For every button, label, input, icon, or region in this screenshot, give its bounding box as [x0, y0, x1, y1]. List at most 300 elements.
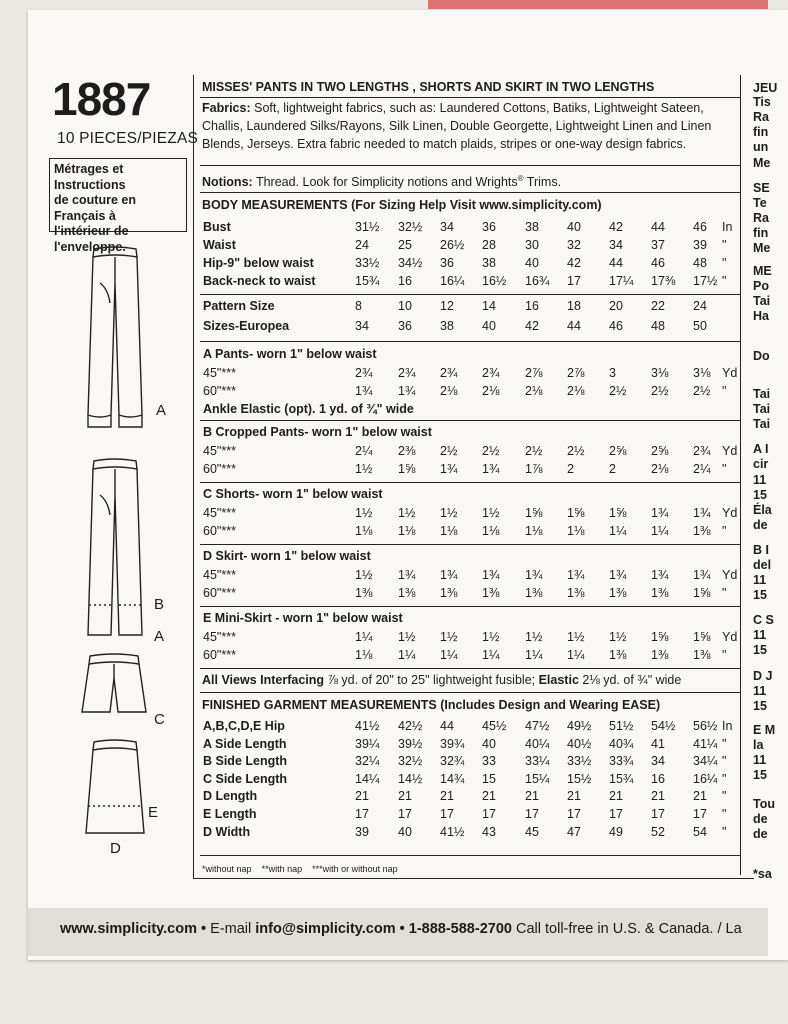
cell-value: 18 — [567, 299, 581, 313]
cell-value: 38 — [525, 220, 539, 234]
french-fragment: Tai — [753, 294, 771, 308]
view-header: E Mini-Skirt - worn 1" below waist — [203, 611, 403, 625]
cell-value: 2½ — [651, 384, 669, 398]
cell-value: 2¼ — [355, 444, 373, 458]
cell-value: 38 — [440, 319, 454, 333]
divider — [200, 606, 740, 607]
cell-value: 1¾ — [693, 568, 711, 582]
row-label: Hip-9" below waist — [203, 256, 314, 270]
footer-email[interactable]: info@simplicity.com — [255, 921, 396, 937]
footnote: *without nap — [202, 864, 252, 874]
cell-value: 17 — [440, 807, 454, 821]
row-label: 45"*** — [203, 506, 236, 520]
cell-value: 1¼ — [651, 524, 669, 538]
french-fragment: B I — [753, 543, 769, 557]
cell-value: 44 — [567, 319, 581, 333]
cell-value: 1⅜ — [398, 586, 416, 600]
cell-value: 49½ — [567, 719, 592, 733]
cell-value: 14¾ — [440, 771, 465, 786]
interfacing-text: ⅞ yd. of 20" to 25" lightweight fusible; — [324, 673, 536, 687]
footer-contact — [60, 921, 742, 937]
cell-value: 1¾ — [482, 568, 500, 582]
row-label: Back-neck to waist — [203, 274, 316, 288]
row-label: 60"*** — [203, 462, 236, 476]
cell-value: 39 — [693, 238, 707, 252]
cell-value: 21 — [609, 789, 623, 804]
cell-value: 1½ — [567, 630, 585, 644]
cell-value: 1⅜ — [355, 586, 373, 600]
cell-value: 2⅛ — [440, 384, 458, 398]
cell-value: 1¾ — [609, 568, 627, 582]
cell-value: 33¾ — [609, 754, 634, 769]
cell-value: 51½ — [609, 719, 634, 733]
cell-value: 2¼ — [693, 462, 711, 476]
french-fragment: E M — [753, 723, 776, 737]
divider — [200, 544, 740, 545]
view-letter-b: B — [154, 596, 165, 613]
row-label: D Width — [203, 824, 251, 839]
cell-value: 34¼ — [693, 754, 718, 769]
view-header: C Shorts- worn 1" below waist — [203, 487, 383, 501]
cell-value: 21 — [398, 789, 412, 804]
cell-value: 3⅛ — [651, 366, 669, 380]
fabrics-line: Soft, lightweight fabrics, such as: Laundered Cottons, Batiks, Lightweight Sateen, — [254, 101, 704, 115]
french-fragment: Tou — [753, 797, 775, 811]
cell-value: 1⅛ — [355, 648, 373, 662]
body-measurements-header: BODY MEASUREMENTS (For Sizing Help Visit www.simplicity.com) — [202, 198, 602, 212]
cell-value: 38 — [482, 256, 496, 270]
cell-value: 2¾ — [693, 444, 711, 458]
french-fragment: Po — [753, 279, 769, 293]
cell-value: 14½ — [398, 771, 423, 786]
cell-value: 24 — [693, 299, 707, 313]
cell-value: 36 — [398, 319, 412, 333]
unit-label: Yd — [722, 630, 738, 644]
cell-value: 39 — [355, 824, 369, 839]
cell-value: 42 — [567, 256, 581, 270]
french-fragment: Me — [753, 156, 771, 170]
french-fragment: C S — [753, 613, 774, 627]
cell-value: 39¼ — [355, 736, 380, 751]
cell-value: 31½ — [355, 220, 380, 234]
row-label: Sizes-Europea — [203, 319, 290, 333]
cell-value: 1½ — [609, 630, 627, 644]
cell-value: 36 — [482, 220, 496, 234]
cell-value: 52 — [651, 824, 665, 839]
cell-value: 32½ — [398, 754, 423, 769]
cell-value: 1½ — [482, 630, 500, 644]
cell-value: 34 — [355, 319, 369, 333]
cell-value: 1⅝ — [693, 630, 711, 644]
elastic-text: 2⅛ yd. of ¾" wide — [578, 673, 682, 687]
cell-value: 40 — [567, 220, 581, 234]
cell-value: 1⅜ — [567, 586, 585, 600]
cell-value: 1⅜ — [609, 648, 627, 662]
view-header: B Cropped Pants- worn 1" below waist — [203, 425, 432, 439]
cell-value: 1⅞ — [525, 462, 543, 476]
french-fragment: Ra — [753, 110, 769, 124]
cell-value: 44 — [609, 256, 623, 270]
french-fragment: D J — [753, 669, 773, 683]
french-fragment: Tai — [753, 387, 771, 401]
cell-value: 2½ — [609, 384, 627, 398]
cell-value: 1¼ — [482, 648, 500, 662]
cell-value: 46 — [609, 319, 623, 333]
cell-value: 16 — [398, 274, 412, 288]
cell-value: 21 — [355, 789, 369, 804]
french-fragment: 15 — [753, 768, 767, 782]
fabrics-line: Challis, Laundered Silks/Rayons, Silk Linen, Double Georgette, Lightweight Linen and Linen — [202, 118, 712, 133]
cell-value: 1⅜ — [651, 586, 669, 600]
view-letter-d: D — [110, 840, 121, 857]
french-fragment: Do — [753, 349, 770, 363]
french-fragment: 11 — [753, 573, 767, 587]
registered-mark: ® — [517, 174, 524, 183]
cell-value: 2¾ — [355, 366, 373, 380]
divider — [200, 192, 740, 193]
interfacing-line — [202, 673, 681, 687]
cell-value: 39¾ — [440, 736, 465, 751]
unit-label: " — [722, 754, 727, 769]
cell-value: 44 — [651, 220, 665, 234]
cell-value: 47 — [567, 824, 581, 839]
cell-value: 1⅛ — [567, 524, 585, 538]
fabrics-line: Blends, Jerseys. Extra fabric needed to match plaids, stripes or one-way design fabrics. — [202, 136, 687, 151]
french-fragment: del — [753, 558, 772, 572]
cell-value: 2 — [609, 462, 616, 476]
interfacing-label: All Views Interfacing — [202, 673, 325, 687]
cell-value: 45 — [525, 824, 539, 839]
view-note: Ankle Elastic (opt). 1 yd. of ¾" wide — [203, 402, 414, 416]
cell-value: 49 — [609, 824, 623, 839]
french-note-line: de couture en Français à — [54, 193, 136, 223]
french-fragment: Tai — [753, 417, 771, 431]
cell-value: 1⅜ — [525, 586, 543, 600]
notions-text: Thread. Look for Simplicity notions and Wrights — [255, 175, 518, 190]
cell-value: 21 — [525, 789, 539, 804]
cell-value: 1¾ — [525, 568, 543, 582]
french-fragment: fin — [753, 226, 769, 240]
divider — [200, 294, 740, 295]
view-letter-a: A — [156, 402, 167, 419]
cell-value: 1¾ — [651, 506, 669, 520]
unit-label: " — [722, 384, 727, 398]
row-label: 60"*** — [203, 384, 236, 398]
cell-value: 1¼ — [398, 648, 416, 662]
footer-website[interactable]: www.simplicity.com — [60, 921, 197, 937]
cell-value: 25 — [398, 238, 412, 252]
cell-value: 42 — [525, 319, 539, 333]
cell-value: 21 — [567, 789, 581, 804]
cell-value: 17 — [525, 807, 539, 821]
cell-value: 22 — [651, 299, 665, 313]
cell-value: 17 — [567, 807, 581, 821]
row-label: 45"*** — [203, 568, 236, 582]
row-label: 45"*** — [203, 444, 236, 458]
cell-value: 33½ — [567, 754, 592, 769]
unit-label: " — [722, 771, 727, 786]
view-letter-a2: A — [154, 628, 165, 645]
french-fragment: SE — [753, 181, 770, 195]
row-label: C Side Length — [203, 771, 288, 786]
cell-value: 2⅛ — [525, 384, 543, 398]
french-fragment: 15 — [753, 643, 767, 657]
divider — [200, 482, 740, 483]
cell-value: 15½ — [567, 771, 592, 786]
cell-value: 1¾ — [355, 384, 373, 398]
cell-value: 41¼ — [693, 736, 718, 751]
french-fragment: un — [753, 140, 769, 154]
cell-value: 40 — [482, 319, 496, 333]
view-header: D Skirt- worn 1" below waist — [203, 549, 371, 563]
unit-label: Yd — [722, 366, 738, 380]
unit-label: " — [722, 274, 727, 288]
cell-value: 2⅝ — [651, 444, 669, 458]
cell-value: 39½ — [398, 736, 423, 751]
cell-value: 3⅛ — [693, 366, 711, 380]
cell-value: 2¾ — [398, 366, 416, 380]
view-header: A Pants- worn 1" below waist — [203, 347, 377, 361]
unit-label: " — [722, 256, 727, 270]
divider — [200, 668, 740, 669]
row-label: 45"*** — [203, 630, 236, 644]
cell-value: 1¼ — [525, 648, 543, 662]
cell-value: 2⅝ — [609, 444, 627, 458]
cell-value: 43 — [482, 824, 496, 839]
pants-a-sketch — [80, 243, 150, 433]
cell-value: 15¼ — [525, 771, 550, 786]
cell-value: 34 — [651, 754, 665, 769]
french-fragment: fin — [753, 125, 769, 139]
french-fragment: Ra — [753, 211, 769, 225]
cell-value: 1⅛ — [440, 524, 458, 538]
divider — [200, 165, 740, 166]
cell-value: 17 — [693, 807, 707, 821]
cell-value: 1¾ — [482, 462, 500, 476]
cell-value: 17⅜ — [651, 274, 676, 288]
cell-value: 1⅝ — [398, 462, 416, 476]
cell-value: 34 — [609, 238, 623, 252]
cell-value: 40¼ — [525, 736, 550, 751]
french-fragment: 15 — [753, 699, 767, 713]
cell-value: 2¾ — [440, 366, 458, 380]
unit-label: " — [722, 462, 727, 476]
cell-value: 17½ — [693, 274, 718, 288]
cell-value: 14 — [482, 299, 496, 313]
cell-value: 32½ — [398, 220, 423, 234]
cell-value: 1½ — [355, 568, 373, 582]
cell-value: 21 — [693, 789, 707, 804]
french-fragment: Ha — [753, 309, 769, 323]
french-fragment: cir — [753, 457, 769, 471]
divider-bottom — [200, 855, 740, 856]
french-fragment: de — [753, 812, 768, 826]
footer-tollfree: Call toll-free in U.S. & Canada. / La — [511, 921, 742, 937]
cell-value: 32 — [567, 238, 581, 252]
cell-value: 42½ — [398, 719, 423, 733]
cell-value: 1⅛ — [482, 524, 500, 538]
cell-value: 15 — [482, 771, 496, 786]
cell-value: 42 — [609, 220, 623, 234]
cell-value: 1½ — [440, 630, 458, 644]
cell-value: 3 — [609, 366, 616, 380]
cell-value: 34½ — [398, 256, 423, 270]
french-note-line: Métrages et Instructions — [54, 162, 126, 192]
cell-value: 1½ — [525, 630, 543, 644]
row-label: 45"*** — [203, 366, 236, 380]
cell-value: 10 — [398, 299, 412, 313]
row-label: 60"*** — [203, 648, 236, 662]
cell-value: 30 — [525, 238, 539, 252]
divider — [200, 692, 740, 693]
unit-label: " — [722, 824, 727, 839]
cell-value: 17 — [609, 807, 623, 821]
cell-value: 1¾ — [440, 568, 458, 582]
chart-title: MISSES' PANTS IN TWO LENGTHS , SHORTS AND SKIRT IN TWO LENGTHS — [202, 80, 655, 94]
cell-value: 1½ — [482, 506, 500, 520]
cell-value: 32¾ — [440, 754, 465, 769]
unit-label: " — [722, 524, 727, 538]
cell-value: 33½ — [355, 256, 380, 270]
french-instructions-note — [49, 158, 187, 254]
unit-label: In — [722, 220, 733, 234]
cell-value: 17 — [567, 274, 581, 288]
cell-value: 17 — [651, 807, 665, 821]
red-label-strip — [428, 0, 768, 9]
fabrics-label: Fabrics: — [202, 101, 251, 115]
cell-value: 1⅜ — [440, 586, 458, 600]
cell-value: 28 — [482, 238, 496, 252]
french-fragment: JEU — [753, 81, 778, 95]
french-fragment: Tai — [753, 402, 771, 416]
cell-value: 1¾ — [693, 506, 711, 520]
cell-value: 2⅜ — [398, 444, 416, 458]
notions-label: Notions: — [202, 175, 253, 190]
cell-value: 1⅝ — [567, 506, 585, 520]
cell-value: 21 — [482, 789, 496, 804]
pattern-number: 1887 — [52, 73, 151, 125]
french-fragment: Me — [753, 241, 771, 255]
cell-value: 33¼ — [525, 754, 550, 769]
cell-value: 21 — [440, 789, 454, 804]
row-label: Waist — [203, 238, 236, 252]
cell-value: 1⅝ — [609, 506, 627, 520]
cell-value: 1⅜ — [609, 586, 627, 600]
row-label: Bust — [203, 220, 231, 234]
row-label: A Side Length — [203, 736, 287, 751]
row-label: A,B,C,D,E Hip — [203, 719, 285, 733]
cell-value: 44 — [440, 719, 454, 733]
cell-value: 1¾ — [398, 384, 416, 398]
cell-value: 1⅝ — [651, 630, 669, 644]
unit-label: " — [722, 238, 727, 252]
cell-value: 17 — [355, 807, 369, 821]
french-fragment: ME — [753, 264, 772, 278]
cell-value: 1¼ — [355, 630, 373, 644]
cell-value: 1½ — [398, 506, 416, 520]
cell-value: 2¾ — [482, 366, 500, 380]
french-fragment: Te — [753, 196, 767, 210]
cell-value: 50 — [693, 319, 707, 333]
cell-value: 14¼ — [355, 771, 380, 786]
cell-value: 2½ — [525, 444, 543, 458]
cell-value: 1⅜ — [482, 586, 500, 600]
cell-value: 2½ — [693, 384, 711, 398]
footer-bullet: • — [201, 921, 207, 937]
fabrics-block — [202, 100, 711, 153]
unit-label: Yd — [722, 506, 738, 520]
cell-value: 2⅞ — [525, 366, 543, 380]
divider — [200, 97, 740, 98]
row-label: Pattern Size — [203, 299, 275, 313]
cell-value: 15¾ — [609, 771, 634, 786]
row-label: 60"*** — [203, 586, 236, 600]
cell-value: 26½ — [440, 238, 465, 252]
view-letter-e: E — [148, 804, 159, 821]
unit-label: " — [722, 789, 727, 804]
unit-label: " — [722, 736, 727, 751]
cell-value: 2⅞ — [567, 366, 585, 380]
cell-value: 40¾ — [609, 736, 634, 751]
cell-value: 40 — [525, 256, 539, 270]
footer-phone[interactable]: 1-888-588-2700 — [408, 921, 512, 937]
cell-value: 1¾ — [440, 462, 458, 476]
cell-value: 2⅛ — [482, 384, 500, 398]
cell-value: 2 — [567, 462, 574, 476]
cell-value: 20 — [609, 299, 623, 313]
cell-value: 1⅛ — [525, 524, 543, 538]
french-fragment: de — [753, 827, 768, 841]
cell-value: 16¼ — [693, 771, 718, 786]
cell-value: 2½ — [440, 444, 458, 458]
cell-value: 1¾ — [567, 568, 585, 582]
cell-value: 46 — [693, 220, 707, 234]
cell-value: 34 — [440, 220, 454, 234]
cell-value: 32¼ — [355, 754, 380, 769]
french-column-fragment — [740, 75, 778, 881]
cell-value: 40 — [482, 736, 496, 751]
cell-value: 1½ — [355, 462, 373, 476]
cell-value: 1¼ — [609, 524, 627, 538]
unit-label: In — [722, 719, 733, 733]
french-fragment: 11 — [753, 753, 767, 767]
french-fragment: 15 — [753, 588, 767, 602]
cell-value: 48 — [693, 256, 707, 270]
cell-value: 40½ — [567, 736, 592, 751]
cell-value: 17¼ — [609, 274, 634, 288]
cell-value: 40 — [398, 824, 412, 839]
cell-value: 1⅜ — [651, 648, 669, 662]
french-fragment: Tis — [753, 95, 771, 109]
unit-label: " — [722, 648, 727, 662]
french-fragment: la — [753, 738, 764, 752]
cell-value: 47½ — [525, 719, 550, 733]
view-letter-c: C — [154, 711, 165, 728]
cell-value: 37 — [651, 238, 665, 252]
french-fragment: Éla — [753, 503, 772, 517]
cell-value: 2⅛ — [651, 462, 669, 476]
cell-value: 1¾ — [398, 568, 416, 582]
cell-value: 12 — [440, 299, 454, 313]
finished-measurements-header: FINISHED GARMENT MEASUREMENTS (Includes Design and Wearing EASE) — [202, 698, 661, 712]
cell-value: 15¾ — [355, 274, 380, 288]
cell-value: 17 — [398, 807, 412, 821]
cell-value: 41½ — [440, 824, 465, 839]
cell-value: 2½ — [482, 444, 500, 458]
cell-value: 16¼ — [440, 274, 465, 288]
cell-value: 21 — [651, 789, 665, 804]
cell-value: 1⅛ — [355, 524, 373, 538]
